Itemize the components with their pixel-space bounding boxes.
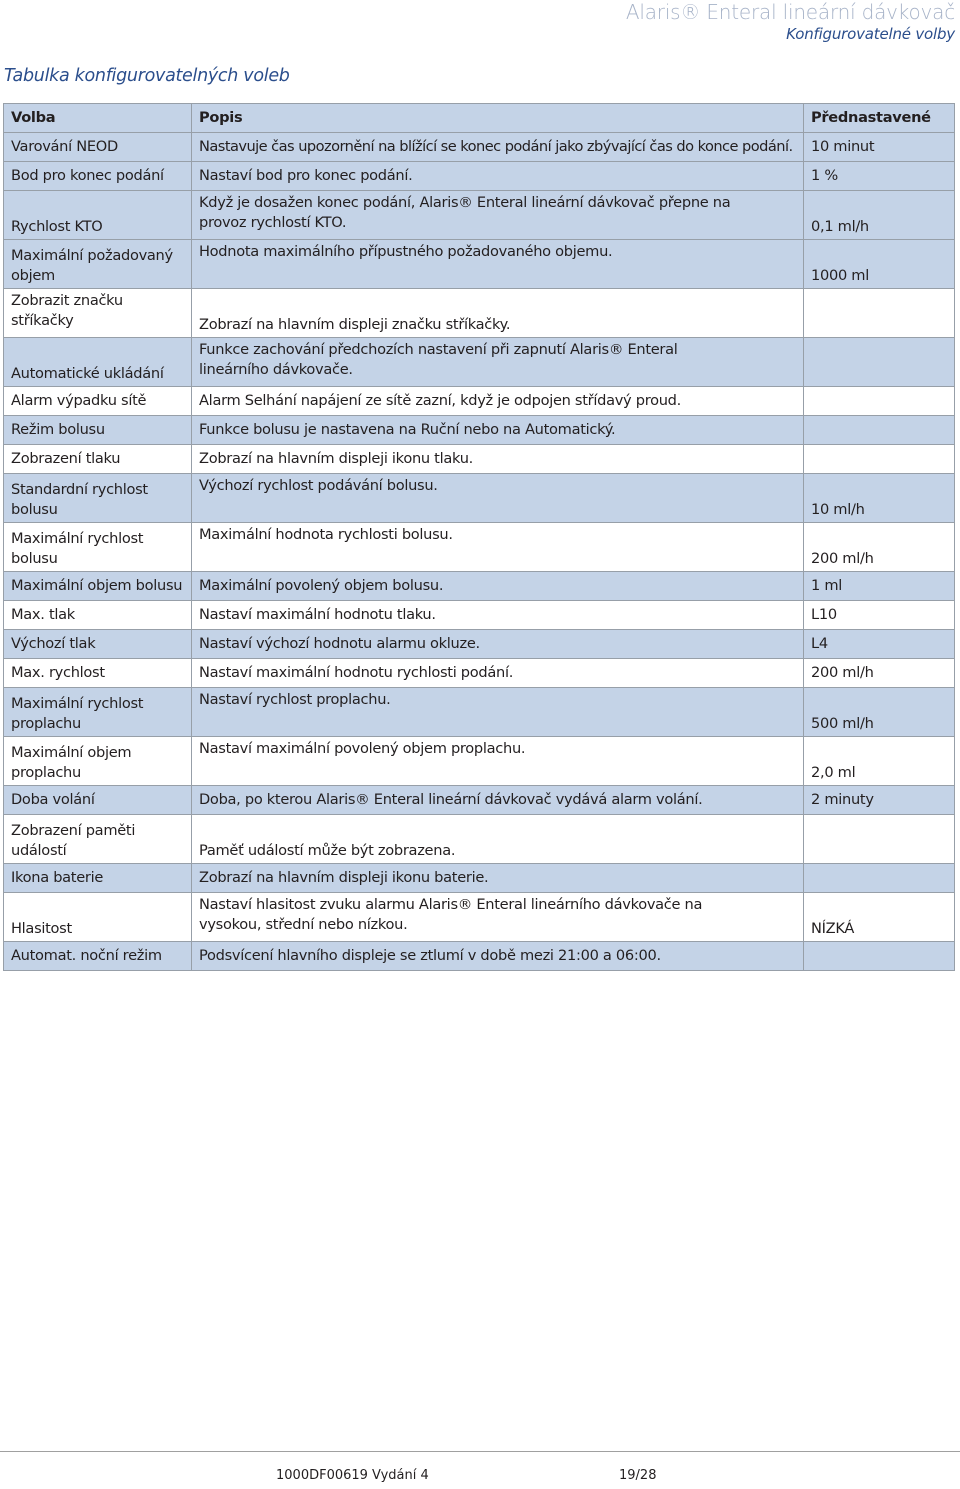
description-cell: Výchozí rychlost podávání bolusu.	[192, 474, 804, 523]
table-row	[4, 387, 955, 416]
description-cell: Nastaví rychlost proplachu.	[192, 688, 804, 737]
col-header-default: Přednastavené	[804, 104, 955, 133]
option-cell: Zobrazení paměti událostí	[4, 815, 192, 864]
table-row	[4, 786, 955, 815]
description-cell: Zobrazí na hlavním displeji ikonu baterie.	[192, 864, 804, 893]
option-cell: Maximální rychlost bolusu	[4, 523, 192, 572]
option-cell: Maximální požadovaný objem	[4, 240, 192, 289]
default-cell	[804, 445, 955, 474]
option-cell: Ikona baterie	[4, 864, 192, 893]
default-cell: 10 minut	[804, 133, 955, 162]
col-header-option: Volba	[4, 104, 192, 133]
config-options-table	[3, 103, 955, 971]
description-cell: Podsvícení hlavního displeje se ztlumí v době mezi 21:00 a 06:00.	[192, 942, 804, 971]
option-cell: Automatické ukládání	[4, 338, 192, 387]
description-cell: Maximální povolený objem bolusu.	[192, 572, 804, 601]
option-cell: Bod pro konec podání	[4, 162, 192, 191]
description-cell: Funkce bolusu je nastavena na Ruční nebo na Automatický.	[192, 416, 804, 445]
default-cell	[804, 864, 955, 893]
description-cell: Maximální hodnota rychlosti bolusu.	[192, 523, 804, 572]
default-cell	[804, 289, 955, 338]
table-row	[4, 659, 955, 688]
description-cell: Nastaví maximální hodnotu rychlosti podání.	[192, 659, 804, 688]
default-cell: 2 minuty	[804, 786, 955, 815]
default-cell: 200 ml/h	[804, 523, 955, 572]
table-row	[4, 191, 955, 240]
option-cell: Varování NEOD	[4, 133, 192, 162]
table-row	[4, 474, 955, 523]
description-cell: Nastavuje čas upozornění na blížící se konec podání jako zbývající čas do konce podání.	[192, 133, 804, 162]
option-cell: Maximální rychlost proplachu	[4, 688, 192, 737]
table-title: Tabulka konfigurovatelných voleb	[4, 66, 290, 86]
default-cell	[804, 387, 955, 416]
table-row	[4, 133, 955, 162]
table-row	[4, 445, 955, 474]
option-cell: Max. rychlost	[4, 659, 192, 688]
table-row	[4, 601, 955, 630]
option-cell: Hlasitost	[4, 893, 192, 942]
default-cell: 10 ml/h	[804, 474, 955, 523]
option-cell: Režim bolusu	[4, 416, 192, 445]
table-row	[4, 162, 955, 191]
product-title: Alaris® Enteral lineární dávkovač	[625, 0, 955, 24]
table-row	[4, 688, 955, 737]
table-row	[4, 737, 955, 786]
description-cell: Nastaví maximální povolený objem proplachu.	[192, 737, 804, 786]
default-cell: 1 ml	[804, 572, 955, 601]
option-cell: Zobrazit značku stříkačky	[4, 289, 192, 338]
description-cell: Když je dosažen konec podání, Alaris® Enteral lineární dávkovač přepne na provoz rychlostí KTO.	[192, 191, 804, 240]
table-row	[4, 289, 955, 338]
default-cell: NÍZKÁ	[804, 893, 955, 942]
section-subtitle: Konfigurovatelné volby	[786, 25, 955, 43]
table-row	[4, 630, 955, 659]
default-cell: L10	[804, 601, 955, 630]
default-cell: L4	[804, 630, 955, 659]
option-cell: Max. tlak	[4, 601, 192, 630]
description-cell: Paměť událostí může být zobrazena.	[192, 815, 804, 864]
default-cell: 0,1 ml/h	[804, 191, 955, 240]
option-cell: Automat. noční režim	[4, 942, 192, 971]
default-cell	[804, 416, 955, 445]
table-row	[4, 338, 955, 387]
description-cell: Nastaví výchozí hodnotu alarmu okluze.	[192, 630, 804, 659]
description-cell: Zobrazí na hlavním displeji značku stříkačky.	[192, 289, 804, 338]
default-cell	[804, 338, 955, 387]
document-id: 1000DF00619 Vydání 4	[276, 1468, 429, 1483]
description-cell: Hodnota maximálního přípustného požadovaného objemu.	[192, 240, 804, 289]
default-cell: 1 %	[804, 162, 955, 191]
table-row	[4, 572, 955, 601]
description-cell: Funkce zachování předchozích nastavení při zapnutí Alaris® Enteral lineárního dávkovače.	[192, 338, 804, 387]
option-cell: Standardní rychlost bolusu	[4, 474, 192, 523]
description-cell: Nastaví hlasitost zvuku alarmu Alaris® Enteral lineárního dávkovače na vysokou, střední nebo nízkou.	[192, 893, 804, 942]
option-cell: Doba volání	[4, 786, 192, 815]
description-cell: Alarm Selhání napájení ze sítě zazní, když je odpojen střídavý proud.	[192, 387, 804, 416]
default-cell: 1000 ml	[804, 240, 955, 289]
table-row	[4, 815, 955, 864]
table-row	[4, 240, 955, 289]
table-row	[4, 864, 955, 893]
option-cell: Rychlost KTO	[4, 191, 192, 240]
table-header-row	[4, 104, 955, 133]
description-cell: Doba, po kterou Alaris® Enteral lineární dávkovač vydává alarm volání.	[192, 786, 804, 815]
default-cell: 500 ml/h	[804, 688, 955, 737]
table-row	[4, 523, 955, 572]
default-cell	[804, 815, 955, 864]
description-cell: Nastaví bod pro konec podání.	[192, 162, 804, 191]
option-cell: Maximální objem proplachu	[4, 737, 192, 786]
page-footer	[0, 1451, 960, 1489]
description-cell: Nastaví maximální hodnotu tlaku.	[192, 601, 804, 630]
page-number: 19/28	[619, 1468, 657, 1483]
description-cell: Zobrazí na hlavním displeji ikonu tlaku.	[192, 445, 804, 474]
option-cell: Výchozí tlak	[4, 630, 192, 659]
default-cell: 200 ml/h	[804, 659, 955, 688]
col-header-description: Popis	[192, 104, 804, 133]
option-cell: Maximální objem bolusu	[4, 572, 192, 601]
option-cell: Alarm výpadku sítě	[4, 387, 192, 416]
option-cell: Zobrazení tlaku	[4, 445, 192, 474]
default-cell	[804, 942, 955, 971]
table-row	[4, 416, 955, 445]
default-cell: 2,0 ml	[804, 737, 955, 786]
table-row	[4, 893, 955, 942]
table-row	[4, 942, 955, 971]
